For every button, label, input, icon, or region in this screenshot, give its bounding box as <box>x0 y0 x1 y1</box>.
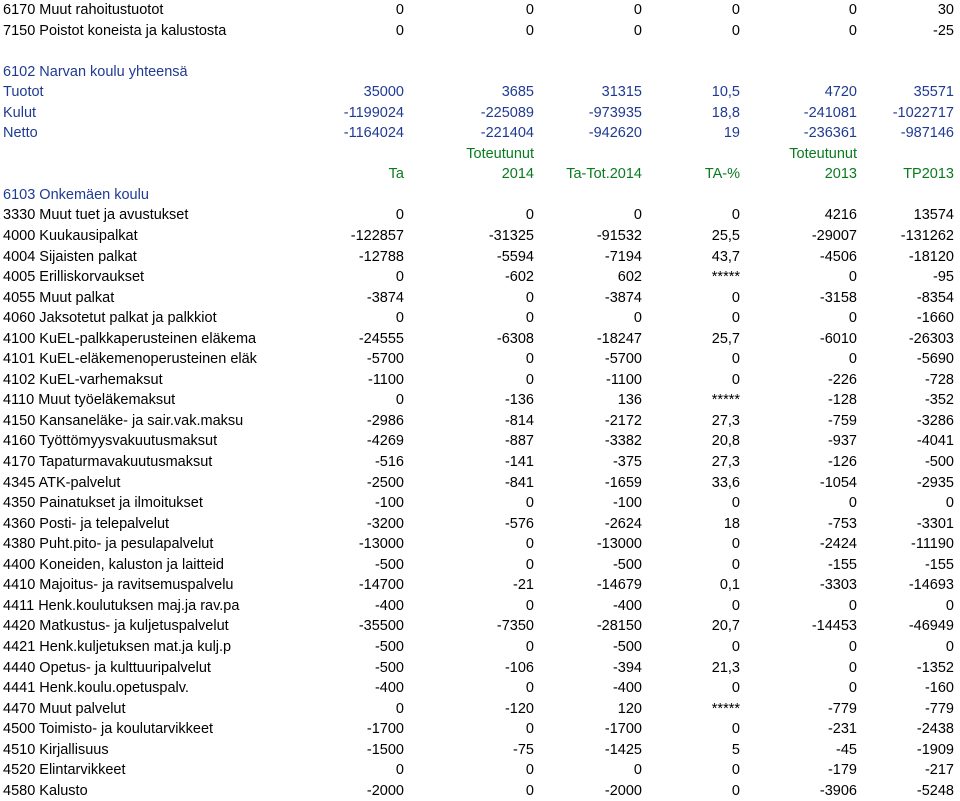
row-label: 4170 Tapaturmavakuutusmaksut <box>3 454 213 471</box>
row-value: -1700 <box>604 721 642 738</box>
row-value: -1425 <box>604 741 642 758</box>
table-row <box>0 658 960 679</box>
row-value: 0 <box>395 22 404 39</box>
column-header <box>300 144 404 165</box>
row-value: 0 <box>525 371 534 388</box>
row-label: 4055 Muut palkat <box>3 289 115 306</box>
row-value: -814 <box>504 412 534 429</box>
row-value: -31325 <box>488 228 534 245</box>
row-value: -14679 <box>596 577 642 594</box>
row-label: 4441 Henk.koulu.opetuspalv. <box>3 680 189 697</box>
row-value: -18120 <box>908 248 954 265</box>
row-value: 27,3 <box>711 412 740 429</box>
row-label: Netto <box>3 125 38 142</box>
row-value: 0 <box>848 680 857 697</box>
row-value: -141 <box>504 454 534 471</box>
row-value: -1909 <box>916 741 954 758</box>
row-value: -400 <box>612 680 642 697</box>
row-value: 0 <box>525 351 534 368</box>
row-value: -576 <box>504 515 534 532</box>
row-value: -3286 <box>916 412 954 429</box>
row-value: -221404 <box>480 125 534 142</box>
row-value: 19 <box>723 125 740 142</box>
table-row <box>0 719 960 740</box>
row-value: 0 <box>525 495 534 512</box>
summary-row <box>0 82 960 103</box>
row-value: -14700 <box>358 577 404 594</box>
row-value: 0 <box>731 597 740 614</box>
row-value: -18247 <box>596 330 642 347</box>
row-value: -3303 <box>819 577 857 594</box>
row-value: 0,1 <box>719 577 740 594</box>
row-value: -2935 <box>916 474 954 491</box>
row-value: 10,5 <box>711 84 740 101</box>
row-label: 4440 Opetus- ja kulttuuripalvelut <box>3 659 211 676</box>
table-row <box>0 699 960 720</box>
row-label: 4580 Kalusto <box>3 782 88 799</box>
row-value: -100 <box>612 495 642 512</box>
column-header: Ta <box>388 166 404 183</box>
row-value: -5594 <box>496 248 534 265</box>
row-value: 0 <box>731 556 740 573</box>
row-value: -1659 <box>604 474 642 491</box>
row-value: -728 <box>924 371 954 388</box>
row-value: 0 <box>731 371 740 388</box>
row-label: 4102 KuEL-varhemaksut <box>3 371 163 388</box>
row-value: -500 <box>612 638 642 655</box>
row-value: -24555 <box>358 330 404 347</box>
row-value: 0 <box>945 638 954 655</box>
column-header: Toteutunut <box>789 145 857 162</box>
row-value: -779 <box>827 700 857 717</box>
row-value: 5 <box>731 741 740 758</box>
row-value: 0 <box>395 269 404 286</box>
column-header: TP2013 <box>903 166 954 183</box>
row-value: 0 <box>848 597 857 614</box>
row-value: -122857 <box>350 228 404 245</box>
row-value: 3685 <box>501 84 534 101</box>
row-value: 0 <box>731 22 740 39</box>
row-value: -120 <box>504 700 534 717</box>
row-value: -753 <box>827 515 857 532</box>
row-value: -5700 <box>604 351 642 368</box>
row-value: 35571 <box>913 84 954 101</box>
row-value: -887 <box>504 433 534 450</box>
row-value: -1100 <box>605 371 642 388</box>
row-value: -2438 <box>916 721 954 738</box>
row-value: -942620 <box>588 125 642 142</box>
row-value: 0 <box>848 310 857 327</box>
row-value: 120 <box>617 700 642 717</box>
row-value: 4216 <box>824 207 857 224</box>
table-row <box>0 596 960 617</box>
row-value: 4720 <box>824 84 857 101</box>
row-value: -937 <box>827 433 857 450</box>
row-label: 4110 Muut työeläkemaksut <box>3 392 176 409</box>
row-value: 0 <box>848 638 857 655</box>
spacer <box>0 41 960 62</box>
spacer-row <box>0 41 960 62</box>
row-label: 4360 Posti- ja telepalvelut <box>3 515 170 532</box>
row-value: -4041 <box>916 433 954 450</box>
row-value: -759 <box>827 412 857 429</box>
row-value: -6308 <box>496 330 534 347</box>
row-value: -12788 <box>358 248 404 265</box>
row-value: -106 <box>504 659 534 676</box>
row-value: 18,8 <box>711 104 740 121</box>
table-row <box>0 288 960 309</box>
row-value: -45 <box>836 741 857 758</box>
row-value: 0 <box>731 310 740 327</box>
row-value: 0 <box>525 680 534 697</box>
row-label: 4380 Puht.pito- ja pesulapalvelut <box>3 536 214 553</box>
row-value: -2424 <box>819 536 857 553</box>
row-value: -1660 <box>916 310 954 327</box>
table-row <box>0 514 960 535</box>
row-value: 20,7 <box>711 618 740 635</box>
row-value: -987146 <box>900 125 954 142</box>
section-title: 6103 Onkemäen koulu <box>3 186 149 203</box>
row-value: 0 <box>731 289 740 306</box>
row-value: -241081 <box>803 104 857 121</box>
row-value: -7350 <box>496 618 534 635</box>
row-value: ***** <box>711 269 740 286</box>
row-value: -394 <box>612 659 642 676</box>
row-value: 0 <box>731 680 740 697</box>
row-value: -35500 <box>358 618 404 635</box>
table-row <box>0 493 960 514</box>
row-value: -6010 <box>819 330 857 347</box>
row-value: 0 <box>525 782 534 799</box>
table-row <box>0 616 960 637</box>
row-value: 0 <box>633 2 642 18</box>
row-value: -75 <box>513 741 534 758</box>
row-label: 4160 Työttömyysvakuutusmaksut <box>3 433 218 450</box>
table-row <box>0 247 960 268</box>
row-label: 4520 Elintarvikkeet <box>3 762 126 779</box>
row-value: 0 <box>848 495 857 512</box>
row-value: -400 <box>374 680 404 697</box>
table-row <box>0 308 960 329</box>
row-value: -841 <box>504 474 534 491</box>
row-value: -602 <box>504 269 534 286</box>
table-row <box>0 370 960 391</box>
row-value: 0 <box>395 207 404 224</box>
row-value: -500 <box>374 659 404 676</box>
table-row <box>0 267 960 288</box>
row-label: 4000 Kuukausipalkat <box>3 228 138 245</box>
row-label: 4421 Henk.kuljetuksen mat.ja kulj.p <box>3 638 232 655</box>
row-value: -5700 <box>366 351 404 368</box>
row-value: -1500 <box>366 741 404 758</box>
row-value: ***** <box>711 392 740 409</box>
row-value: -3200 <box>366 515 404 532</box>
table-row <box>0 21 960 42</box>
row-value: -2986 <box>366 412 404 429</box>
row-label: 4510 Kirjallisuus <box>3 741 109 758</box>
row-value: 0 <box>525 762 534 779</box>
row-value: -26303 <box>908 330 954 347</box>
row-value: 0 <box>525 22 534 39</box>
row-value: -1054 <box>819 474 857 491</box>
row-value: -2000 <box>366 782 404 799</box>
row-value: 0 <box>525 556 534 573</box>
row-value: -13000 <box>358 536 404 553</box>
section-title-row <box>0 62 960 83</box>
row-value: -160 <box>924 680 954 697</box>
row-value: -126 <box>827 454 857 471</box>
row-value: 0 <box>525 597 534 614</box>
row-value: -95 <box>933 269 954 286</box>
row-value: -46949 <box>908 618 954 635</box>
summary-row <box>0 123 960 144</box>
row-value: 0 <box>731 2 740 18</box>
row-value: -13000 <box>596 536 642 553</box>
row-value: -2000 <box>604 782 642 799</box>
row-value: ***** <box>711 700 740 717</box>
row-value: 0 <box>945 597 954 614</box>
row-value: 18 <box>723 515 740 532</box>
row-value: 43,7 <box>711 248 740 265</box>
row-value: -2172 <box>604 412 642 429</box>
row-value: -179 <box>827 762 857 779</box>
row-label: 4004 Sijaisten palkat <box>3 248 137 265</box>
row-label: 4500 Toimisto- ja koulutarvikkeet <box>3 721 214 738</box>
row-value: -4506 <box>819 248 857 265</box>
column-header <box>0 164 300 185</box>
row-value: 0 <box>525 289 534 306</box>
row-value: -28150 <box>596 618 642 635</box>
column-header-row <box>0 144 960 165</box>
row-value: -100 <box>374 495 404 512</box>
table-row <box>0 431 960 452</box>
table-row <box>0 760 960 781</box>
row-value: 0 <box>525 638 534 655</box>
row-value: -500 <box>924 454 954 471</box>
row-label: 6170 Muut rahoitustuotot <box>3 2 164 18</box>
table-row <box>0 411 960 432</box>
row-value: 25,7 <box>711 330 740 347</box>
table-row <box>0 473 960 494</box>
row-value: -5248 <box>916 782 954 799</box>
row-value: 27,3 <box>711 454 740 471</box>
column-header: 2014 <box>501 166 534 183</box>
row-value: -973935 <box>588 104 642 121</box>
column-header: 2013 <box>824 166 857 183</box>
row-value: -1700 <box>366 721 404 738</box>
row-value: 0 <box>633 762 642 779</box>
row-value: 0 <box>945 495 954 512</box>
row-value: 0 <box>395 762 404 779</box>
table-row <box>0 534 960 555</box>
row-value: 0 <box>633 207 642 224</box>
summary-title: 6102 Narvan koulu yhteensä <box>3 63 188 80</box>
table-row <box>0 575 960 596</box>
column-header: Ta-Tot.2014 <box>566 166 642 183</box>
row-value: -25 <box>933 22 954 39</box>
row-label: 4411 Henk.koulutuksen maj.ja rav.pa <box>3 597 240 614</box>
column-header <box>642 144 750 165</box>
column-header: TA-% <box>704 166 740 183</box>
row-value: -128 <box>827 392 857 409</box>
row-label: Kulut <box>3 104 37 121</box>
row-value: -91532 <box>596 228 642 245</box>
table-row <box>0 555 960 576</box>
row-value: -155 <box>827 556 857 573</box>
row-value: -2624 <box>604 515 642 532</box>
table-row <box>0 740 960 761</box>
row-value: -236361 <box>803 125 857 142</box>
row-value: 0 <box>848 22 857 39</box>
row-value: 0 <box>848 659 857 676</box>
row-value: -3382 <box>604 433 642 450</box>
row-label: 4060 Jaksotetut palkat ja palkkiot <box>3 310 217 327</box>
row-value: -11190 <box>911 536 954 553</box>
row-value: 0 <box>848 269 857 286</box>
row-value: -352 <box>924 392 954 409</box>
row-value: -500 <box>374 638 404 655</box>
row-value: 0 <box>525 207 534 224</box>
column-header <box>857 144 960 165</box>
row-label: 4410 Majoitus- ja ravitsemuspalvelu <box>3 577 234 594</box>
row-value: -3874 <box>604 289 642 306</box>
table-row <box>0 349 960 370</box>
row-value: 0 <box>848 351 857 368</box>
table-row <box>0 0 960 21</box>
column-header-row <box>0 164 960 185</box>
row-label: 7150 Poistot koneista ja kalustosta <box>3 22 227 39</box>
row-value: 602 <box>617 269 642 286</box>
row-value: 0 <box>731 762 740 779</box>
row-value: 0 <box>731 721 740 738</box>
row-value: -29007 <box>811 228 857 245</box>
table-row <box>0 226 960 247</box>
row-value: -4269 <box>366 433 404 450</box>
row-value: -3158 <box>819 289 857 306</box>
row-label: 4150 Kansaneläke- ja sair.vak.maksu <box>3 412 244 429</box>
column-header <box>534 144 642 165</box>
row-value: -226 <box>827 371 857 388</box>
row-value: -21 <box>513 577 534 594</box>
row-value: -3874 <box>366 289 404 306</box>
table-row <box>0 781 960 801</box>
row-label: 4101 KuEL-eläkemenoperusteinen eläk <box>3 351 257 368</box>
row-value: 0 <box>525 310 534 327</box>
row-value: 0 <box>395 700 404 717</box>
table-row <box>0 637 960 658</box>
row-value: 0 <box>848 2 857 18</box>
row-value: -3301 <box>916 515 954 532</box>
row-value: -1352 <box>916 659 954 676</box>
row-value: 20,8 <box>711 433 740 450</box>
row-value: -7194 <box>604 248 642 265</box>
row-label: 4350 Painatukset ja ilmoitukset <box>3 495 203 512</box>
row-value: -8354 <box>916 289 954 306</box>
row-value: -2500 <box>366 474 404 491</box>
row-value: 0 <box>525 721 534 738</box>
row-value: -375 <box>612 454 642 471</box>
row-value: 0 <box>731 207 740 224</box>
row-value: -136 <box>504 392 534 409</box>
table-row <box>0 452 960 473</box>
row-value: -779 <box>924 700 954 717</box>
row-value: -5690 <box>916 351 954 368</box>
row-value: 0 <box>395 392 404 409</box>
row-label: 4100 KuEL-palkkaperusteinen eläkema <box>3 330 257 347</box>
row-value: -400 <box>374 597 404 614</box>
table-row <box>0 205 960 226</box>
row-value: 0 <box>731 638 740 655</box>
row-value: 0 <box>633 310 642 327</box>
row-value: 30 <box>937 2 954 18</box>
row-label: 4400 Koneiden, kaluston ja laitteid <box>3 556 224 573</box>
row-value: -500 <box>612 556 642 573</box>
row-value: 33,6 <box>711 474 740 491</box>
row-value: 0 <box>525 2 534 18</box>
row-label: Tuotot <box>3 84 44 101</box>
row-value: -231 <box>827 721 857 738</box>
row-value: 25,5 <box>711 228 740 245</box>
row-value: 21,3 <box>711 659 740 676</box>
section-title-row <box>0 185 960 206</box>
row-value: 0 <box>395 310 404 327</box>
row-value: 0 <box>395 2 404 18</box>
summary-row <box>0 103 960 124</box>
row-value: -516 <box>374 454 404 471</box>
table-row <box>0 390 960 411</box>
row-label: 3330 Muut tuet ja avustukset <box>3 207 189 224</box>
row-value: -1100 <box>367 371 404 388</box>
row-value: -1199024 <box>343 104 404 121</box>
row-value: -155 <box>924 556 954 573</box>
row-value: -1164024 <box>343 125 404 142</box>
row-value: 0 <box>731 536 740 553</box>
row-value: -1022717 <box>892 104 954 121</box>
row-label: 4470 Muut palvelut <box>3 700 126 717</box>
row-value: 35000 <box>363 84 404 101</box>
row-value: -217 <box>924 762 954 779</box>
row-value: 136 <box>617 392 642 409</box>
row-value: 13574 <box>913 207 954 224</box>
row-value: -225089 <box>480 104 534 121</box>
row-value: 0 <box>731 495 740 512</box>
row-value: -400 <box>612 597 642 614</box>
row-label: 4420 Matkustus- ja kuljetuspalvelut <box>3 618 229 635</box>
table-row <box>0 329 960 350</box>
row-value: 0 <box>731 351 740 368</box>
row-value: -500 <box>374 556 404 573</box>
row-label: 4345 ATK-palvelut <box>3 474 121 491</box>
row-value: -14693 <box>908 577 954 594</box>
column-header: Toteutunut <box>466 145 534 162</box>
table-row <box>0 678 960 699</box>
row-value: 31315 <box>601 84 642 101</box>
row-value: 0 <box>731 782 740 799</box>
column-header <box>0 144 300 165</box>
row-value: -14453 <box>811 618 857 635</box>
row-value: 0 <box>633 22 642 39</box>
row-value: 0 <box>525 536 534 553</box>
row-label: 4005 Erilliskorvaukset <box>3 269 145 286</box>
row-value: -131262 <box>900 228 954 245</box>
row-value: -3906 <box>819 782 857 799</box>
